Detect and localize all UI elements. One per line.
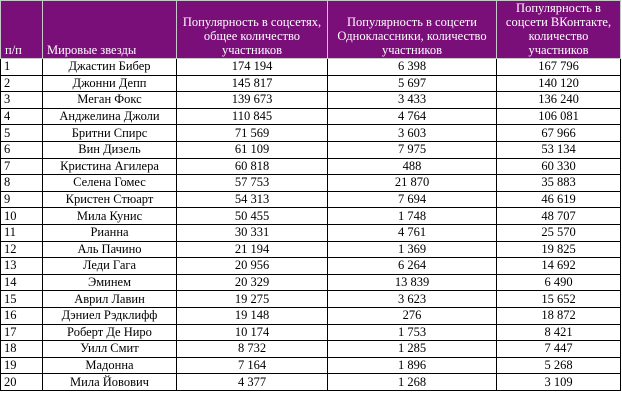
header-star-name: Мировые звезды <box>43 1 177 59</box>
table-row <box>1 92 621 109</box>
row-index-cell: 17 <box>1 324 43 341</box>
total-count-cell: 7 164 <box>177 357 328 374</box>
row-index-cell: 18 <box>1 341 43 358</box>
odnoklassniki-count-cell: 7 975 <box>328 141 497 158</box>
star-name-cell: Мила Кунис <box>43 208 177 225</box>
odnoklassniki-count-cell: 1 285 <box>328 341 497 358</box>
table-row <box>1 208 621 225</box>
star-name-cell: Кристина Агилера <box>43 158 177 175</box>
vkontakte-count-cell: 14 692 <box>497 258 621 275</box>
star-name-cell: Роберт Де Ниро <box>43 324 177 341</box>
odnoklassniki-count-cell: 3 603 <box>328 125 497 142</box>
row-index-cell: 2 <box>1 75 43 92</box>
vkontakte-count-cell: 53 134 <box>497 141 621 158</box>
table-row <box>1 191 621 208</box>
odnoklassniki-count-cell: 1 748 <box>328 208 497 225</box>
odnoklassniki-count-cell: 7 694 <box>328 191 497 208</box>
odnoklassniki-count-cell: 1 268 <box>328 374 497 391</box>
total-count-cell: 61 109 <box>177 141 328 158</box>
star-name-cell: Эминем <box>43 274 177 291</box>
star-name-cell: Леди Гага <box>43 258 177 275</box>
table-row <box>1 357 621 374</box>
row-index-cell: 20 <box>1 374 43 391</box>
table-row <box>1 141 621 158</box>
table-row <box>1 258 621 275</box>
row-index-cell: 16 <box>1 307 43 324</box>
star-name-cell: Рианна <box>43 224 177 241</box>
star-name-cell: Дэниел Рэдклифф <box>43 307 177 324</box>
total-count-cell: 50 455 <box>177 208 328 225</box>
total-count-cell: 20 956 <box>177 258 328 275</box>
table-row <box>1 274 621 291</box>
vkontakte-count-cell: 140 120 <box>497 75 621 92</box>
vkontakte-count-cell: 3 109 <box>497 374 621 391</box>
vkontakte-count-cell: 46 619 <box>497 191 621 208</box>
row-index-cell: 13 <box>1 258 43 275</box>
odnoklassniki-count-cell: 6 398 <box>328 59 497 76</box>
odnoklassniki-count-cell: 1 369 <box>328 241 497 258</box>
table-row <box>1 341 621 358</box>
odnoklassniki-count-cell: 3 623 <box>328 291 497 308</box>
row-index-cell: 11 <box>1 224 43 241</box>
row-index-cell: 5 <box>1 125 43 142</box>
row-index-cell: 12 <box>1 241 43 258</box>
total-count-cell: 8 732 <box>177 341 328 358</box>
star-name-cell: Аврил Лавин <box>43 291 177 308</box>
vkontakte-count-cell: 25 570 <box>497 224 621 241</box>
odnoklassniki-count-cell: 1 896 <box>328 357 497 374</box>
odnoklassniki-count-cell: 13 839 <box>328 274 497 291</box>
odnoklassniki-count-cell: 3 433 <box>328 92 497 109</box>
vkontakte-count-cell: 48 707 <box>497 208 621 225</box>
header-row <box>1 1 621 59</box>
vkontakte-count-cell: 5 268 <box>497 357 621 374</box>
star-name-cell: Селена Гомес <box>43 175 177 192</box>
vkontakte-count-cell: 8 421 <box>497 324 621 341</box>
total-count-cell: 139 673 <box>177 92 328 109</box>
odnoklassniki-count-cell: 21 870 <box>328 175 497 192</box>
total-count-cell: 4 377 <box>177 374 328 391</box>
vkontakte-count-cell: 167 796 <box>497 59 621 76</box>
total-count-cell: 174 194 <box>177 59 328 76</box>
vkontakte-count-cell: 106 081 <box>497 108 621 125</box>
table-row <box>1 291 621 308</box>
star-name-cell: Уилл Смит <box>43 341 177 358</box>
total-count-cell: 110 845 <box>177 108 328 125</box>
row-index-cell: 7 <box>1 158 43 175</box>
total-count-cell: 20 329 <box>177 274 328 291</box>
vkontakte-count-cell: 35 883 <box>497 175 621 192</box>
star-name-cell: Бритни Спирс <box>43 125 177 142</box>
row-index-cell: 6 <box>1 141 43 158</box>
vkontakte-count-cell: 136 240 <box>497 92 621 109</box>
table-row <box>1 125 621 142</box>
row-index-cell: 4 <box>1 108 43 125</box>
total-count-cell: 145 817 <box>177 75 328 92</box>
total-count-cell: 19 275 <box>177 291 328 308</box>
vkontakte-count-cell: 60 330 <box>497 158 621 175</box>
row-index-cell: 15 <box>1 291 43 308</box>
star-name-cell: Мила Йовович <box>43 374 177 391</box>
table-row <box>1 374 621 391</box>
total-count-cell: 19 148 <box>177 307 328 324</box>
odnoklassniki-count-cell: 488 <box>328 158 497 175</box>
star-name-cell: Кристен Стюарт <box>43 191 177 208</box>
vkontakte-count-cell: 19 825 <box>497 241 621 258</box>
star-name-cell: Меган Фокс <box>43 92 177 109</box>
header-vkontakte-popularity: Популярность в соцсети ВКонтакте, количество участников <box>497 1 621 59</box>
row-index-cell: 3 <box>1 92 43 109</box>
table-row <box>1 307 621 324</box>
total-count-cell: 21 194 <box>177 241 328 258</box>
total-count-cell: 30 331 <box>177 224 328 241</box>
vkontakte-count-cell: 6 490 <box>497 274 621 291</box>
vkontakte-count-cell: 7 447 <box>497 341 621 358</box>
table-row <box>1 59 621 76</box>
odnoklassniki-count-cell: 4 761 <box>328 224 497 241</box>
star-name-cell: Джонни Депп <box>43 75 177 92</box>
row-index-cell: 1 <box>1 59 43 76</box>
row-index-cell: 8 <box>1 175 43 192</box>
table-row <box>1 75 621 92</box>
header-total-popularity: Популярность в соцсетях, общее количество участников <box>177 1 328 59</box>
star-name-cell: Анджелина Джоли <box>43 108 177 125</box>
table-row <box>1 175 621 192</box>
row-index-cell: 14 <box>1 274 43 291</box>
odnoklassniki-count-cell: 5 697 <box>328 75 497 92</box>
row-index-cell: 19 <box>1 357 43 374</box>
table-row <box>1 241 621 258</box>
table-row <box>1 224 621 241</box>
star-name-cell: Джастин Бибер <box>43 59 177 76</box>
header-index: п/п <box>1 1 43 59</box>
total-count-cell: 54 313 <box>177 191 328 208</box>
total-count-cell: 71 569 <box>177 125 328 142</box>
header-odnoklassniki-popularity: Популярность в соцсети Одноклассники, количество участников <box>328 1 497 59</box>
odnoklassniki-count-cell: 1 753 <box>328 324 497 341</box>
star-name-cell: Аль Пачино <box>43 241 177 258</box>
odnoklassniki-count-cell: 4 764 <box>328 108 497 125</box>
table-row <box>1 108 621 125</box>
total-count-cell: 60 818 <box>177 158 328 175</box>
table-row <box>1 158 621 175</box>
vkontakte-count-cell: 15 652 <box>497 291 621 308</box>
row-index-cell: 9 <box>1 191 43 208</box>
star-name-cell: Мадонна <box>43 357 177 374</box>
row-index-cell: 10 <box>1 208 43 225</box>
total-count-cell: 57 753 <box>177 175 328 192</box>
vkontakte-count-cell: 67 966 <box>497 125 621 142</box>
table-row <box>1 324 621 341</box>
table-body <box>1 59 621 391</box>
total-count-cell: 10 174 <box>177 324 328 341</box>
vkontakte-count-cell: 18 872 <box>497 307 621 324</box>
odnoklassniki-count-cell: 6 264 <box>328 258 497 275</box>
odnoklassniki-count-cell: 276 <box>328 307 497 324</box>
star-name-cell: Вин Дизель <box>43 141 177 158</box>
